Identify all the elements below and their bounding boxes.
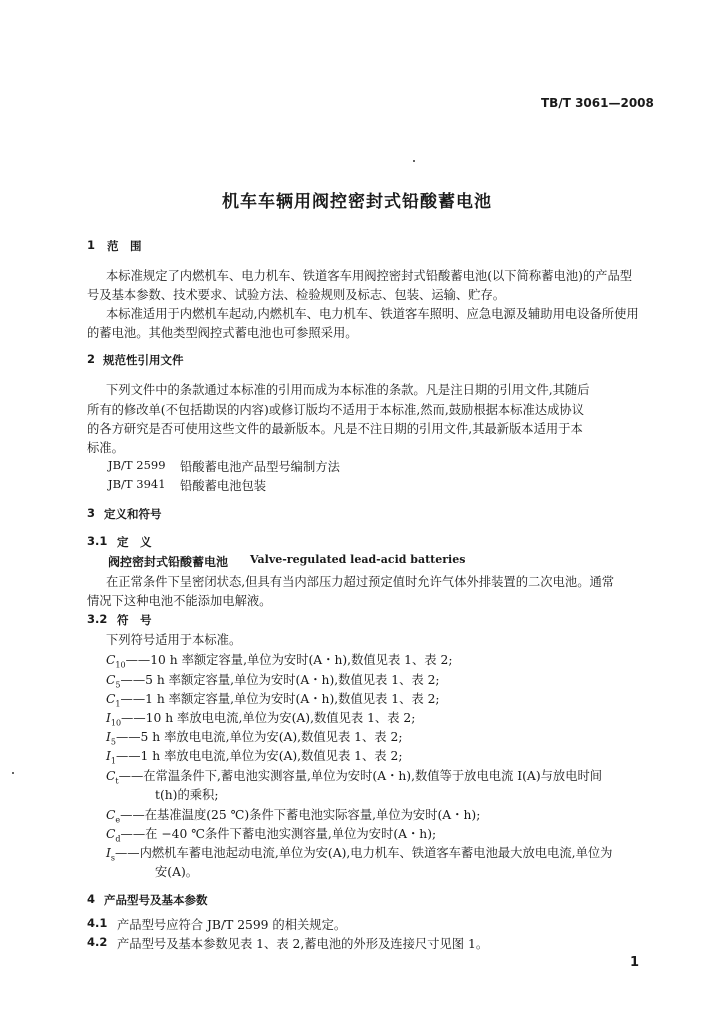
symbol-is: $I_s——$内燃机车蓄电池起动电流,单位为安(A),电力机车、铁道客车蓄电池最大放电电流,单位为 (106, 846, 613, 863)
section-3-title: 定义和符号 (104, 507, 162, 521)
symbol-c1: $C_1——1$ h 率额定容量,单位为安时(A・h),数值见表 1、表 2; (106, 692, 440, 709)
symbol-cd: $C_d——$在 −40 ℃条件下蓄电池实测容量,单位为安时(A・h); (106, 827, 437, 844)
symbol-c5: $C_5——5$ h 率额定容量,单位为安时(A・h),数值见表 1、表 2; (106, 673, 440, 690)
section-1-title: 范 围 (107, 239, 142, 253)
definition-line-1: 在正常条件下呈密闭状态,但具有当内部压力超过预定值时允许气体外排装置的二次电池。通常 (106, 575, 615, 589)
section-2-title: 规范性引用文件 (103, 353, 184, 367)
ref-2-code: JB/T 3941 (108, 477, 166, 491)
symbol-ct: $C_t——$在常温条件下,蓄电池实测容量,单位为安时(A・h),数值等于放电电流 I(A)与放电时间 (106, 769, 603, 786)
section-3-1-number: 3.1 (87, 534, 108, 548)
section-4-2-number: 4.2 (87, 935, 108, 949)
section-4-number: 4 (87, 892, 96, 906)
symbol-is-continued: 安(A)。 (155, 865, 199, 879)
section-4-1-text: 产品型号应符合 JB/T 2599 的相关规定。 (117, 918, 347, 932)
section-4-2-text: 产品型号及基本参数见表 1、表 2,蓄电池的外形及连接尺寸见图 1。 (117, 937, 489, 951)
ref-2-title: 铅酸蓄电池包装 (180, 479, 267, 493)
symbol-ce: $C_e——$在基准温度(25 ℃)条件下蓄电池实际容量,单位为安时(A・h); (106, 808, 481, 825)
section-3-number: 3 (87, 506, 96, 520)
definition-line-2: 情况下这种电池不能添加电解液。 (87, 594, 272, 608)
section-2-para-line-4: 标准。 (87, 441, 124, 455)
scan-speck (413, 160, 415, 162)
section-1-para-2-line-2: 的蓄电池。其他类型阀控式蓄电池也可参照采用。 (87, 326, 358, 340)
symbol-i5: $I_5——5$ h 率放电电流,单位为安(A),数值见表 1、表 2; (106, 730, 403, 747)
scan-speck (12, 772, 14, 774)
section-3-1-title: 定 义 (117, 535, 152, 549)
symbol-c10: $C_{10}——10$ h 率额定容量,单位为安时(A・h),数值见表 1、表 2; (106, 653, 453, 670)
section-3-2-title: 符 号 (117, 613, 152, 627)
standard-number: TB/T 3061—2008 (541, 96, 654, 110)
section-1-para-1-line-2: 号及基本参数、技术要求、试验方法、检验规则及标志、包装、运输、贮存。 (87, 288, 506, 302)
ref-1-title: 铅酸蓄电池产品型号编制方法 (180, 460, 340, 474)
section-4-1-number: 4.1 (87, 916, 108, 930)
page-title: 机车车辆用阀控密封式铅酸蓄电池 (222, 192, 492, 212)
section-2-para-line-2: 所有的修改单(不包括勘误的内容)或修订版均不适用于本标准,然而,鼓励根据本标准达成协议 (87, 403, 584, 417)
ref-1-code: JB/T 2599 (108, 458, 166, 472)
symbol-i1: $I_1——1$ h 率放电电流,单位为安(A),数值见表 1、表 2; (106, 749, 403, 766)
term-english: Valve-regulated lead-acid batteries (250, 553, 466, 566)
symbols-intro: 下列符号适用于本标准。 (106, 633, 242, 647)
section-1-para-2-line-1: 本标准适用于内燃机车起动,内燃机车、电力机车、铁道客车照明、应急电源及辅助用电设备所使用 (106, 307, 639, 321)
section-2-para-line-3: 的各方研究是否可使用这些文件的最新版本。凡是不注日期的引用文件,其最新版本适用于本 (87, 422, 583, 436)
section-3-2-number: 3.2 (87, 612, 108, 626)
term-chinese: 阀控密封式铅酸蓄电池 (108, 555, 229, 569)
symbol-ct-continued: t(h)的乘积; (155, 788, 219, 802)
section-2-para-line-1: 下列文件中的条款通过本标准的引用而成为本标准的条款。凡是注日期的引用文件,其随后 (106, 383, 590, 397)
symbol-i10: $I_{10}——10$ h 率放电电流,单位为安(A),数值见表 1、表 2; (106, 711, 416, 728)
section-1-para-1-line-1: 本标准规定了内燃机车、电力机车、铁道客车用阀控密封式铅酸蓄电池(以下简称蓄电池)的产品型 (106, 269, 633, 283)
section-2-number: 2 (87, 352, 96, 366)
page-number: 1 (630, 955, 640, 970)
section-4-title: 产品型号及基本参数 (104, 893, 208, 907)
section-1-number: 1 (87, 238, 96, 252)
